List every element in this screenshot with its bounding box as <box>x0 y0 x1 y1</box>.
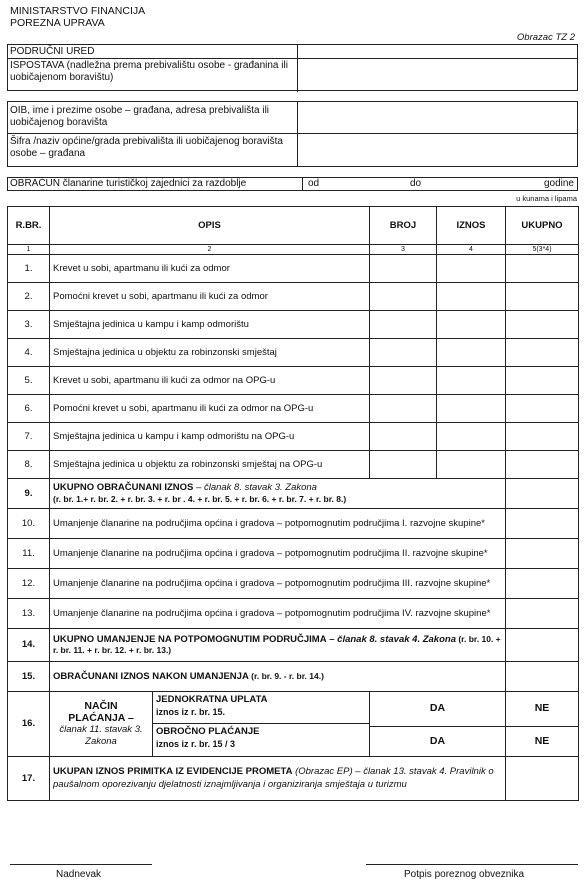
count-cell[interactable] <box>370 283 437 311</box>
regional-office-label: PODRUČNI URED <box>10 46 95 57</box>
payment-method-label <box>50 692 153 756</box>
ministry-name: MINISTARSTVO FINANCIJA <box>10 5 146 17</box>
row-description: Umanjenje članarine na područjima općina i gradova – potpomognutim područjima II. razvojne skupine* <box>50 539 506 569</box>
count-cell[interactable] <box>370 339 437 367</box>
single-payment-no[interactable]: NE <box>506 692 579 727</box>
count-cell[interactable] <box>370 255 437 283</box>
branch-office-label: ISPOSTAVA (nadležna prema prebivalištu osobe - građanina ili uobičajenom boravištu) <box>10 60 288 83</box>
installment-payment-title: OBROČNO PLAĆANJE <box>156 726 260 737</box>
signature-line[interactable] <box>366 864 578 865</box>
total-cell[interactable] <box>506 255 579 283</box>
header-opis: OPIS <box>50 207 370 245</box>
row14-ref: – članak 8. stavak 4. Zakona <box>326 633 456 645</box>
count-cell[interactable] <box>370 451 437 479</box>
total-reduction-row <box>8 629 579 662</box>
table-row <box>8 569 579 599</box>
count-cell[interactable] <box>370 311 437 339</box>
amount-cell[interactable] <box>437 311 506 339</box>
payment-option-single <box>153 692 369 724</box>
table-header-row <box>8 207 579 245</box>
amount-cell[interactable] <box>437 367 506 395</box>
row-number: 2. <box>8 283 50 311</box>
installment-payment-yes[interactable]: DA <box>370 726 506 756</box>
row-number: 13. <box>8 599 50 629</box>
period-label: OBRAČUN članarine turističkoj zajednici za razdoblje <box>10 178 247 189</box>
row-description: Umanjenje članarine na područjima općina i gradova – potpomognutim područjima III. razvojne skupine* <box>50 569 506 599</box>
row-number: 4. <box>8 339 50 367</box>
row-description: Smještajna jedinica u kampu i kamp odmorištu <box>50 311 370 339</box>
row17-rest: (Obrazac EP) – članak 13. stavak 4. Pravilnik o paušalnom oporezivanju djelatnosti iznajmljivanja i organiziranja smještaja u turizmu <box>53 766 494 790</box>
row-number: 5. <box>8 367 50 395</box>
row-number: 1. <box>8 255 50 283</box>
index-cell: 1 <box>8 245 50 255</box>
payment-method-title-b: PLAĆANJA – <box>68 712 134 724</box>
period-year: godine <box>543 178 574 189</box>
row-description <box>50 757 506 801</box>
total-cell[interactable] <box>506 569 579 599</box>
amount-cell[interactable] <box>437 255 506 283</box>
count-cell[interactable] <box>370 395 437 423</box>
row-description: Pomoćni krevet u sobi, apartmanu ili kući za odmor na OPG-u <box>50 395 370 423</box>
total-cell[interactable] <box>506 423 579 451</box>
row-description: Umanjenje članarine na područjima općina i gradova – potpomognutim područjima IV. razvojne skupine* <box>50 599 506 629</box>
municipality-code-label: Šifra /naziv općine/grada prebivališta ili uobičajenog boravišta osobe – građana <box>10 136 283 159</box>
row-description: Umanjenje članarine na područjima općina i gradova – potpomognutim područjima I. razvojne skupine* <box>50 509 506 539</box>
person-box <box>7 101 578 167</box>
single-payment-sub: iznos iz r. br. 15. <box>156 707 226 717</box>
office-name: POREZNA UPRAVA <box>10 17 105 29</box>
row-description <box>50 629 506 662</box>
total-cell[interactable] <box>506 451 579 479</box>
total-cell[interactable] <box>506 539 579 569</box>
total-cell[interactable] <box>506 757 579 801</box>
index-cell: 4 <box>437 245 506 255</box>
total-cell[interactable] <box>506 395 579 423</box>
date-line[interactable] <box>10 864 152 865</box>
total-cell[interactable] <box>506 311 579 339</box>
table-row <box>8 283 579 311</box>
row-number: 15. <box>8 662 50 692</box>
column-index-row <box>8 245 579 255</box>
amount-cell[interactable] <box>437 395 506 423</box>
payment-method-cell <box>50 692 370 757</box>
table-row <box>8 339 579 367</box>
index-cell: 2 <box>50 245 370 255</box>
single-payment-yes[interactable]: DA <box>370 692 506 727</box>
row-number: 12. <box>8 569 50 599</box>
payment-option-installments <box>153 724 369 756</box>
row14-formula: (r. br. 10. + r. br. 11. + r. br. 12. + r. br. 13.) <box>53 633 501 655</box>
row-description <box>50 662 506 692</box>
row9-title: UKUPNO OBRAČUNANI IZNOS <box>53 482 194 493</box>
form-code: Obrazac TZ 2 <box>516 32 575 43</box>
total-cell[interactable] <box>506 367 579 395</box>
row-description: Krevet u sobi, apartmanu ili kući za odmor <box>50 255 370 283</box>
amount-cell[interactable] <box>437 339 506 367</box>
payment-method-row <box>8 692 579 727</box>
oib-label: OIB, ime i prezime osobe – građana, adresa prebivališta ili uobičajenog boravišta <box>10 105 270 128</box>
total-cell[interactable] <box>506 509 579 539</box>
row-number: 9. <box>8 479 50 509</box>
count-cell[interactable] <box>370 367 437 395</box>
total-cell[interactable] <box>506 283 579 311</box>
row9-formula: (r. br. 1.+ r. br. 2. + r. br. 3. + r. br . 4. + r. br. 5. + r. br. 6. + r. br. 7. + r. br. 8.) <box>53 493 347 504</box>
total-cell[interactable] <box>506 479 579 509</box>
total-cell[interactable] <box>506 599 579 629</box>
table-row <box>8 539 579 569</box>
index-cell: 5(3*4) <box>506 245 579 255</box>
table-row <box>8 395 579 423</box>
table-row <box>8 311 579 339</box>
date-label: Nadnevak <box>56 869 102 880</box>
row-description: Smještajna jedinica u objektu za robinzonski smještaj <box>50 339 370 367</box>
table-row <box>8 451 579 479</box>
header-rbr: R.BR. <box>8 207 50 245</box>
row-description: Smještajna jedinica u kampu i kamp odmorištu na OPG-u <box>50 423 370 451</box>
amount-cell[interactable] <box>437 451 506 479</box>
income-record-row <box>8 757 579 801</box>
row-number: 14. <box>8 629 50 662</box>
row15-title: OBRAČUNANI IZNOS NAKON UMANJENJA <box>53 670 249 682</box>
row-number: 17. <box>8 757 50 801</box>
amount-cell[interactable] <box>437 283 506 311</box>
row-number: 6. <box>8 395 50 423</box>
net-amount-row <box>8 662 579 692</box>
row-number: 7. <box>8 423 50 451</box>
installment-payment-no[interactable]: NE <box>506 726 579 756</box>
row-number: 8. <box>8 451 50 479</box>
row-number: 10. <box>8 509 50 539</box>
period-to: do <box>410 178 422 189</box>
period-from: od <box>308 178 320 189</box>
amount-cell[interactable] <box>437 423 506 451</box>
header-iznos: IZNOS <box>437 207 506 245</box>
currency-note: u kunama i lipama <box>516 194 577 203</box>
single-payment-title: JEDNOKRATNA UPLATA <box>156 694 268 705</box>
total-calculated-row <box>8 479 579 509</box>
installment-payment-sub: iznos iz r. br. 15 / 3 <box>156 739 236 749</box>
header-ukupno: UKUPNO <box>506 207 579 245</box>
count-cell[interactable] <box>370 423 437 451</box>
row-description: Smještajna jedinica u objektu za robinzonski smještaj na OPG-u <box>50 451 370 479</box>
row9-ref: – članak 8. stavak 3. Zakona <box>193 482 317 493</box>
payment-method-title-a: NAČIN <box>84 700 118 712</box>
table-row <box>8 509 579 539</box>
total-cell[interactable] <box>506 339 579 367</box>
table-row <box>8 255 579 283</box>
row-description: Krevet u sobi, apartmanu ili kući za odmor na OPG-u <box>50 367 370 395</box>
header-broj: BROJ <box>370 207 437 245</box>
row15-formula: (r. br. 9. - r. br. 14.) <box>248 670 324 681</box>
total-cell[interactable] <box>506 662 579 692</box>
document-header <box>10 5 145 29</box>
table-row <box>8 367 579 395</box>
row-description: Pomoćni krevet u sobi, apartmanu ili kući za odmor <box>50 283 370 311</box>
row-number: 16. <box>8 692 50 757</box>
row14-title: UKUPNO UMANJENJE NA POTPOMOGNUTIM PODRUČJIMA <box>53 633 327 645</box>
total-cell[interactable] <box>506 629 579 662</box>
index-cell: 3 <box>370 245 437 255</box>
period-box <box>7 177 578 191</box>
row17-title: UKUPAN IZNOS PRIMITKA IZ EVIDENCIJE PROMETA <box>53 766 293 777</box>
payment-method-ref: članak 11. stavak 3. Zakona <box>59 724 143 747</box>
calculation-table <box>7 206 579 801</box>
row-number: 11. <box>8 539 50 569</box>
signature-label: Potpis poreznog obveznika <box>404 869 525 880</box>
payment-options <box>153 692 369 756</box>
office-box <box>7 44 578 91</box>
row-number: 3. <box>8 311 50 339</box>
table-row <box>8 423 579 451</box>
table-row <box>8 599 579 629</box>
row-description <box>50 479 506 509</box>
